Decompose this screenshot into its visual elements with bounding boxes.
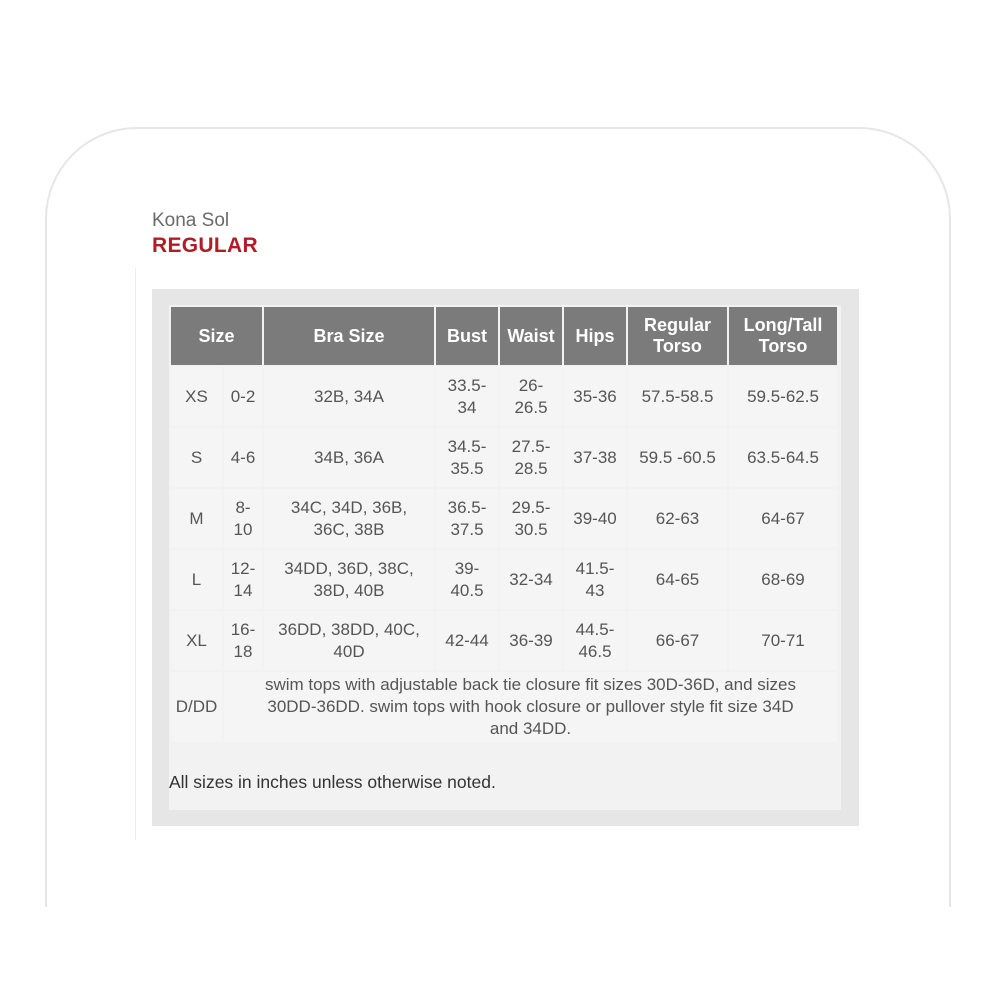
table-row [171,428,837,487]
size-chart-table [169,305,839,744]
cell-line: 18 [233,641,253,661]
cell-size: S [171,428,222,487]
cell-long-tall-torso: 70-71 [729,611,837,670]
header-regular-torso-line: Regular [643,315,712,335]
cell-line: 16- [230,619,256,639]
cell-line: 26.5 [514,397,548,417]
cell-regular-torso: 66-67 [628,611,727,670]
note-line: 30DD-36DD. swim tops with hook closure or pullover style fit size 34D [267,697,794,716]
cell-line: 14 [233,580,253,600]
cell-line: 4-6 [230,447,256,467]
cell-line: 36DD, 38DD, 40C, [278,619,420,639]
cell-numeric-size [224,428,262,487]
cell-bust [436,367,498,426]
cell-line: 41.5- [575,558,615,578]
cell-line: 26- [518,375,544,395]
cell-line: 38D, 40B [313,580,385,600]
cell-line: 29.5- [511,497,551,517]
cell-line: 33.5- [447,375,487,395]
cell-line: 37-38 [573,447,617,467]
cell-line: 36-39 [509,630,553,650]
cell-numeric-size [224,367,262,426]
table-row [171,550,837,609]
cell-line: 36.5- [447,497,487,517]
cell-regular-torso: 57.5-58.5 [628,367,727,426]
note-line: and 34DD. [489,719,572,738]
cell-hips [564,611,626,670]
cell-bra-size [264,489,434,548]
cell-bra-size [264,611,434,670]
cell-line: 34B, 36A [314,447,384,467]
cell-long-tall-torso: 63.5-64.5 [729,428,837,487]
table-row-note [171,672,837,742]
header-long-tall-torso-line: Torso [758,336,808,356]
cell-size: D/DD [171,672,222,742]
cell-line: 10 [233,519,253,539]
table-header-row [171,307,837,365]
cell-line: 32-34 [509,569,553,589]
cell-line: 32B, 34A [314,386,384,406]
cell-long-tall-torso: 68-69 [729,550,837,609]
cell-line: 30.5 [514,519,548,539]
cell-note [224,672,837,742]
cell-waist [500,367,562,426]
header-long-tall-torso-line: Long/Tall [743,315,823,335]
cell-line: 39-40 [573,508,617,528]
cell-line: 0-2 [230,386,256,406]
cell-waist [500,550,562,609]
cell-line: 46.5 [578,641,612,661]
cell-waist [500,428,562,487]
cell-hips [564,367,626,426]
cell-line: 43 [585,580,605,600]
cell-bust [436,611,498,670]
header-regular-torso-line: Torso [653,336,702,356]
brand-name: Kona Sol [152,210,230,231]
cell-numeric-size [224,611,262,670]
cell-line: 8- [235,497,251,517]
cell-size: M [171,489,222,548]
header-regular-torso [628,307,727,365]
cell-hips [564,550,626,609]
cell-line: 12- [230,558,256,578]
cell-line: 35.5 [450,458,484,478]
cell-line: 27.5- [511,436,551,456]
size-chart-panel [152,289,859,826]
cell-regular-torso: 62-63 [628,489,727,548]
header-hips: Hips [564,307,626,365]
cell-bust [436,550,498,609]
cell-size: L [171,550,222,609]
cell-bust [436,489,498,548]
size-chart-inner [169,305,841,810]
table-row [171,611,837,670]
cell-line: 42-44 [445,630,489,650]
header-bra-size: Bra Size [264,307,434,365]
cell-bra-size [264,550,434,609]
cell-line: 37.5 [450,519,484,539]
cell-line: 35-36 [573,386,617,406]
cell-regular-torso: 59.5 -60.5 [628,428,727,487]
cell-waist [500,611,562,670]
divider-line [135,268,136,840]
cell-bra-size [264,428,434,487]
note-line: swim tops with adjustable back tie closure fit sizes 30D-36D, and sizes [264,675,796,694]
table-row [171,489,837,548]
cell-line: 40.5 [450,580,484,600]
cell-long-tall-torso: 59.5-62.5 [729,367,837,426]
cell-line: 36C, 38B [313,519,385,539]
footnote: All sizes in inches unless otherwise noted. [169,772,496,792]
cell-line: 39- [454,558,480,578]
cell-numeric-size [224,489,262,548]
cell-numeric-size [224,550,262,609]
cell-regular-torso: 64-65 [628,550,727,609]
cell-hips [564,428,626,487]
cell-line: 44.5- [575,619,615,639]
cell-line: 28.5 [514,458,548,478]
cell-bust [436,428,498,487]
cell-line: 34DD, 36D, 38C, [284,558,414,578]
table-row [171,367,837,426]
header-long-tall-torso [729,307,837,365]
cell-line: 40D [333,641,365,661]
header-size: Size [171,307,262,365]
cell-hips [564,489,626,548]
cell-size: XL [171,611,222,670]
cell-long-tall-torso: 64-67 [729,489,837,548]
cell-waist [500,489,562,548]
cell-size: XS [171,367,222,426]
cell-bra-size [264,367,434,426]
header-waist: Waist [500,307,562,365]
cell-line: 34C, 34D, 36B, [290,497,408,517]
fit-label: REGULAR [152,234,258,257]
header-bust: Bust [436,307,498,365]
cell-line: 34.5- [447,436,487,456]
cell-line: 34 [457,397,477,417]
